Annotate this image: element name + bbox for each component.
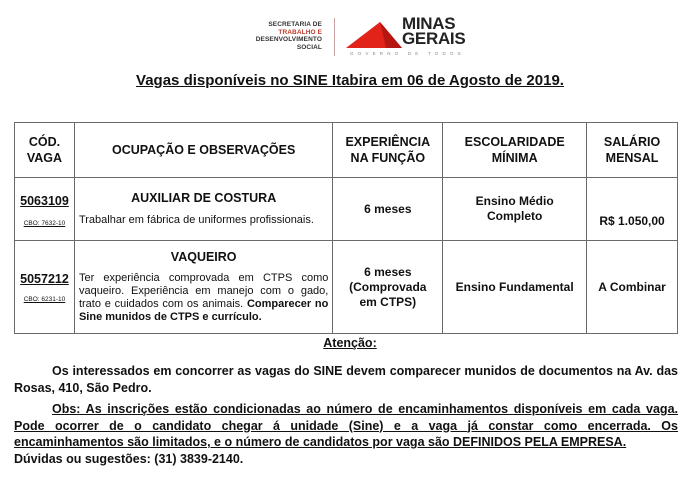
salario-cell [587,241,678,334]
header-escolaridade [443,123,587,178]
header-text: SALÁRIO [603,135,661,149]
ocupacao-description [75,272,332,324]
description-text: Trabalhar em fábrica de uniformes profissionais. [78,214,314,226]
escolaridade-text: Ensino Fundamental [455,279,574,294]
header-ocupacao: OCUPAÇÃO E OBSERVAÇÕES [74,123,332,178]
secretaria-line: SOCIAL [296,43,322,51]
experiencia-text: 6 meses [364,264,412,279]
vaga-code: 5057212 [20,271,69,286]
escolaridade-text: Completo [487,209,543,223]
secretaria-line: DESENVOLVIMENTO [255,36,322,43]
salario-text: A Combinar [598,279,666,294]
brand-line-1: MINAS [402,14,456,33]
notice-paragraph-obs: Obs: As inscrições estão condicionadas ao número de encaminhamentos disponíveis em cada vaga. Pode ocorrer de o candidato chegar á unidade (Sine) e a vaga já constar como encerrada. Os encaminhamentos são limitados, e o número de candidatos por vaga são DEFINIDOS PELA EMPRESA. [14,402,678,449]
escolaridade-cell [443,241,587,334]
cod-vaga-cell [15,178,75,241]
ocupacao-cell [74,178,332,241]
logo-divider [334,18,335,56]
salario-text: R$ 1.050,00 [599,214,665,228]
experiencia-text: em CTPS) [359,294,417,309]
secretaria-line: TRABALHO E [278,28,322,36]
brand-name [402,16,465,46]
vaga-code: 5063109 [20,193,69,208]
salario-cell [587,178,678,241]
page-title: Vagas disponíveis no SINE Itabira em 06 de Agosto de 2019. [136,72,564,89]
minas-gerais-triangle-icon [346,22,402,48]
header-text: MÍNIMA [491,151,538,165]
ocupacao-description [75,214,332,227]
notice-paragraph-address: Os interessados em concorrer as vagas do SINE devem comparecer munidos de documentos na Av. das Rosas, 410, São Pedro. [14,364,678,395]
vagas-table [14,122,678,334]
header-logo [236,14,466,58]
header-text: MENSAL [605,151,659,165]
header-text: NA FUNÇÃO [350,151,426,165]
cod-vaga-cell [15,241,75,334]
secretaria-line: SECRETARIA DE [268,21,322,28]
ocupacao-title: AUXILIAR DE COSTURA [131,191,277,205]
header-salario [587,123,678,178]
ocupacao-title: VAQUEIRO [170,250,237,264]
notice-contact: Dúvidas ou sugestões: (31) 3839-2140. [14,452,244,466]
experiencia-text: 6 meses [364,201,412,216]
header-cod-vaga [15,123,75,178]
description-text: Ter experiência comprovada em CTPS como vaqueiro. Experiência em manejo com o gado, trato e cuidados com os animais. [78,272,329,310]
escolaridade-cell [443,178,587,241]
header-text: EXPERIÊNCIA [345,135,431,149]
header-text: CÓD. [28,135,61,149]
header-text: VAGA [26,151,63,165]
ocupacao-cell [74,241,332,334]
table-row [15,241,678,334]
brand-line-2: GERAIS [402,29,466,48]
secretaria-label [236,21,322,51]
description-bold-text: Comparecer no Sine munidos de CTPS e currículo. [78,298,329,323]
header-experiencia [333,123,443,178]
experiencia-cell [333,178,443,241]
table-header-row [15,123,678,178]
escolaridade-text: Ensino Médio [475,194,554,208]
experiencia-text: (Comprovada [349,279,427,294]
notice-heading: Atenção: [323,336,377,350]
cbo-code: CBO: 7632-10 [23,219,66,227]
cbo-code: CBO: 6231-10 [23,295,66,303]
table-row [15,178,678,241]
experiencia-cell [333,241,443,334]
header-text: ESCOLARIDADE [464,135,565,149]
brand-tagline: GOVERNO DE TODOS [350,51,465,56]
